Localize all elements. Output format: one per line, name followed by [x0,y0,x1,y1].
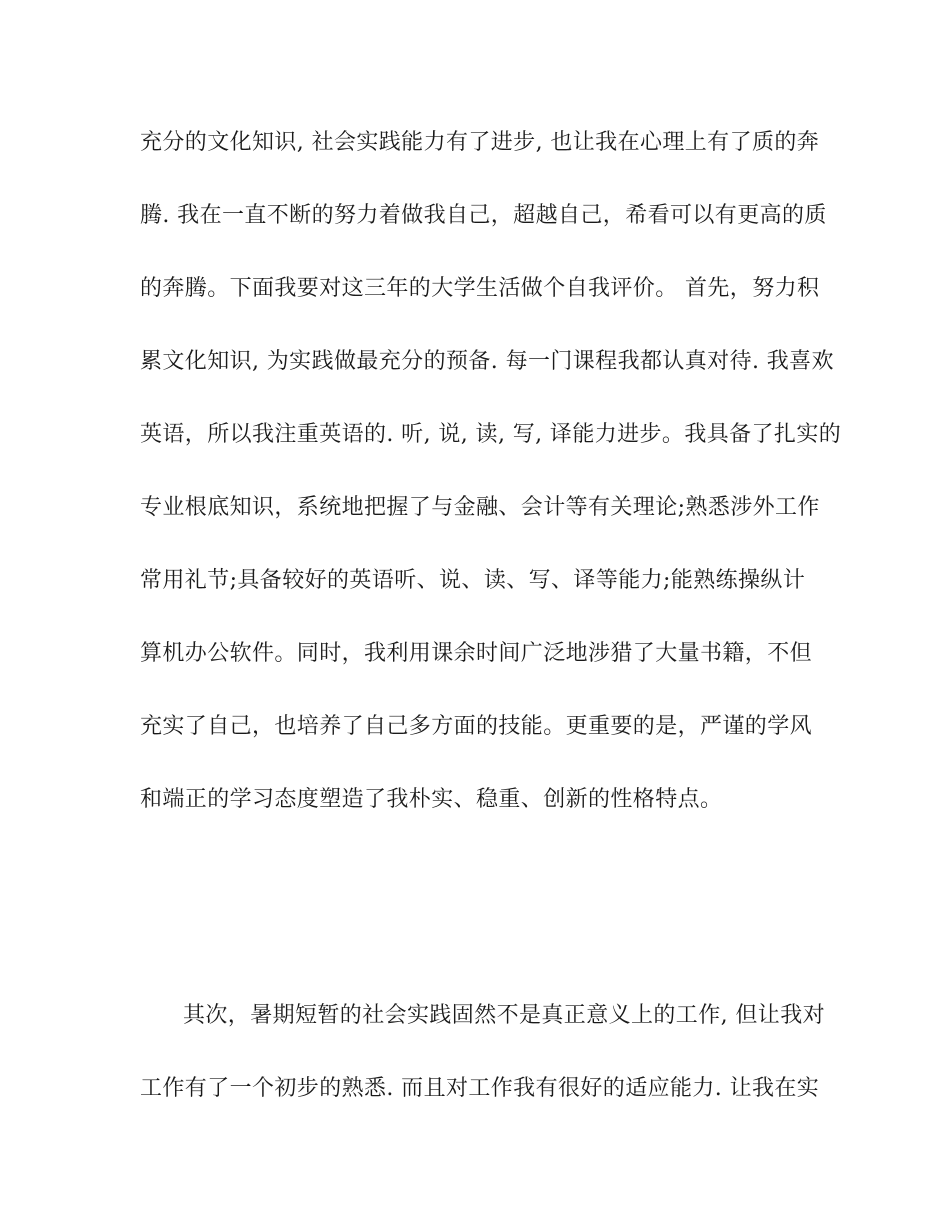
text-line: 常用礼节;具备较好的英语听、说、读、写、译等能力;能熟练操纵计 [140,568,806,593]
text-line: 腾. 我在一直不断的努力着做我自己，超越自己，希看可以有更高的质 [140,203,827,228]
text-line: 工作有了一个初步的熟悉. 而且对工作我有很好的适应能力. 让我在实 [140,1076,820,1101]
text-line: 英语，所以我注重英语的. 听, 说, 读, 写, 译能力进步。我具备了扎实的 [140,422,842,447]
text-line: 充分的文化知识, 社会实践能力有了进步, 也让我在心理上有了质的奔 [140,130,820,155]
text-line: 累文化知识, 为实践做最充分的预备. 每一门课程我都认真对待. 我喜欢 [140,349,834,374]
text-line: 算机办公软件。同时，我利用课余时间广泛地涉猎了大量书籍，不但 [140,641,813,666]
text-line: 和端正的学习态度塑造了我朴实、稳重、创新的性格特点。 [140,787,723,812]
text-line: 专业根底知识，系统地把握了与金融、会计等有关理论;熟悉涉外工作 [140,495,820,520]
text-line: 的奔腾。下面我要对这三年的大学生活做个自我评价。 首先，努力积 [140,276,820,301]
text-line: 充实了自己，也培养了自己多方面的技能。更重要的是，严谨的学风 [140,714,813,739]
text-line: 其次，暑期短暂的社会实践固然不是真正意义上的工作, 但让我对 [183,1003,825,1028]
